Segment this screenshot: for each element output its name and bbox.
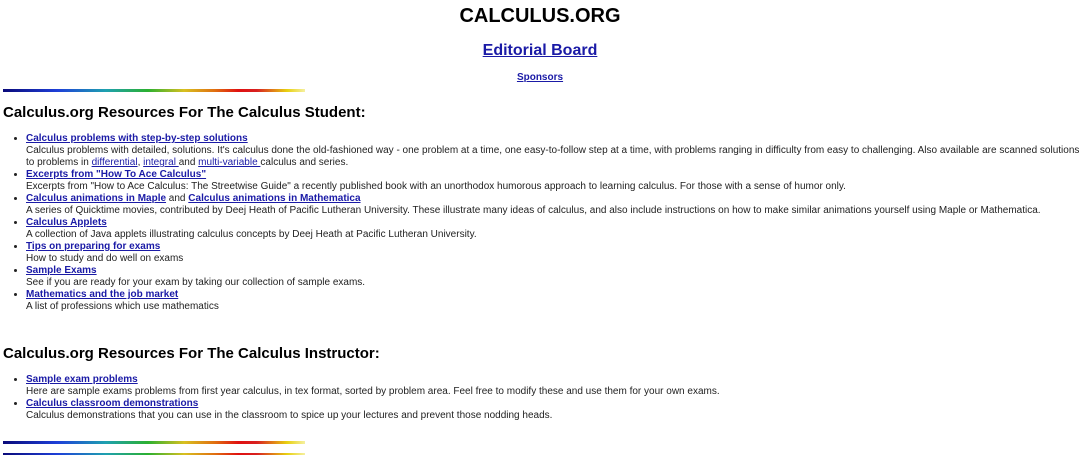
job-market-link[interactable]: Mathematics and the job market bbox=[26, 289, 179, 300]
mathematica-animations-link[interactable]: Calculus animations in Mathematica bbox=[188, 193, 361, 204]
list-item-description: Excerpts from "How to Ace Calculus: The Streetwise Guide" a recently published book with an unorthodox humorous approach to learning calculus. For those with a sense of humor only. bbox=[26, 181, 846, 192]
list-item bbox=[26, 133, 1080, 169]
list-item bbox=[26, 217, 1080, 241]
joiner-text: and bbox=[166, 193, 189, 204]
sponsors-link[interactable]: Sponsors bbox=[516, 72, 564, 83]
description-text: calculus and series. bbox=[260, 157, 349, 168]
site-title: CALCULUS.ORG bbox=[459, 5, 621, 27]
list-item-description: A collection of Java applets illustrating calculus concepts by Deej Heath at Pacific Lutheran University. bbox=[26, 229, 477, 240]
list-item bbox=[26, 193, 1080, 217]
list-item-description: How to study and do well on exams bbox=[26, 253, 184, 264]
separator-text: , bbox=[137, 157, 144, 168]
list-item bbox=[26, 289, 1080, 313]
exam-tips-link[interactable]: Tips on preparing for exams bbox=[26, 241, 161, 252]
editorial-board-link[interactable]: Editorial Board bbox=[482, 42, 598, 59]
calculus-applets-link[interactable]: Calculus Applets bbox=[26, 217, 107, 228]
list-item-description: Here are sample exams problems from first year calculus, in tex format, sorted by problem area. Feel free to modify these and use them for your own exams. bbox=[26, 386, 720, 397]
maple-animations-link[interactable]: Calculus animations in Maple bbox=[26, 193, 167, 204]
list-item-description: A list of professions which use mathematics bbox=[26, 301, 219, 312]
list-item bbox=[26, 265, 1080, 289]
list-item bbox=[26, 398, 1080, 422]
list-item-description bbox=[26, 145, 1080, 169]
sample-exams-link[interactable]: Sample Exams bbox=[26, 265, 97, 276]
rainbow-divider-bottom bbox=[3, 441, 305, 444]
instructor-section-title: Calculus.org Resources For The Calculus Instructor: bbox=[3, 345, 380, 362]
list-item bbox=[26, 169, 1080, 193]
sample-exam-problems-link[interactable]: Sample exam problems bbox=[26, 374, 138, 385]
description-text: Calculus problems with detailed, solutions. It's calculus done the old-fashioned way - one problem at a time, one easy-to-follow step at a time, with problems ranging in difficulty from easy to challenging. Also available are scanned solutions to problems in bbox=[26, 145, 1080, 168]
list-item-description: A series of Quicktime movies, contributed by Deej Heath of Pacific Lutheran University. These illustrate many ideas of calculus, and also include instructions on how to make similar animations yourself using Maple or Mathematica. bbox=[26, 205, 1041, 216]
list-item-description: Calculus demonstrations that you can use in the classroom to spice up your lectures and prevent those nodding heads. bbox=[26, 410, 553, 421]
instructor-resources-list bbox=[8, 374, 1080, 422]
multi-variable-link[interactable]: multi-variable bbox=[198, 157, 261, 168]
integral-link[interactable]: integral bbox=[143, 157, 179, 168]
step-by-step-solutions-link[interactable]: Calculus problems with step-by-step solutions bbox=[26, 133, 248, 144]
rainbow-divider-top bbox=[3, 89, 305, 92]
student-resources-list bbox=[8, 133, 1080, 313]
ace-calculus-excerpts-link[interactable]: Excerpts from "How To Ace Calculus" bbox=[26, 169, 207, 180]
list-item bbox=[26, 241, 1080, 265]
separator-text: and bbox=[178, 157, 199, 168]
list-item-description: See if you are ready for your exam by taking our collection of sample exams. bbox=[26, 277, 366, 288]
site-header bbox=[0, 0, 1080, 85]
differential-link[interactable]: differential bbox=[91, 157, 138, 168]
student-section-title: Calculus.org Resources For The Calculus Student: bbox=[3, 104, 366, 121]
list-item bbox=[26, 374, 1080, 398]
classroom-demonstrations-link[interactable]: Calculus classroom demonstrations bbox=[26, 398, 199, 409]
rainbow-divider-bottom-second bbox=[3, 453, 305, 455]
